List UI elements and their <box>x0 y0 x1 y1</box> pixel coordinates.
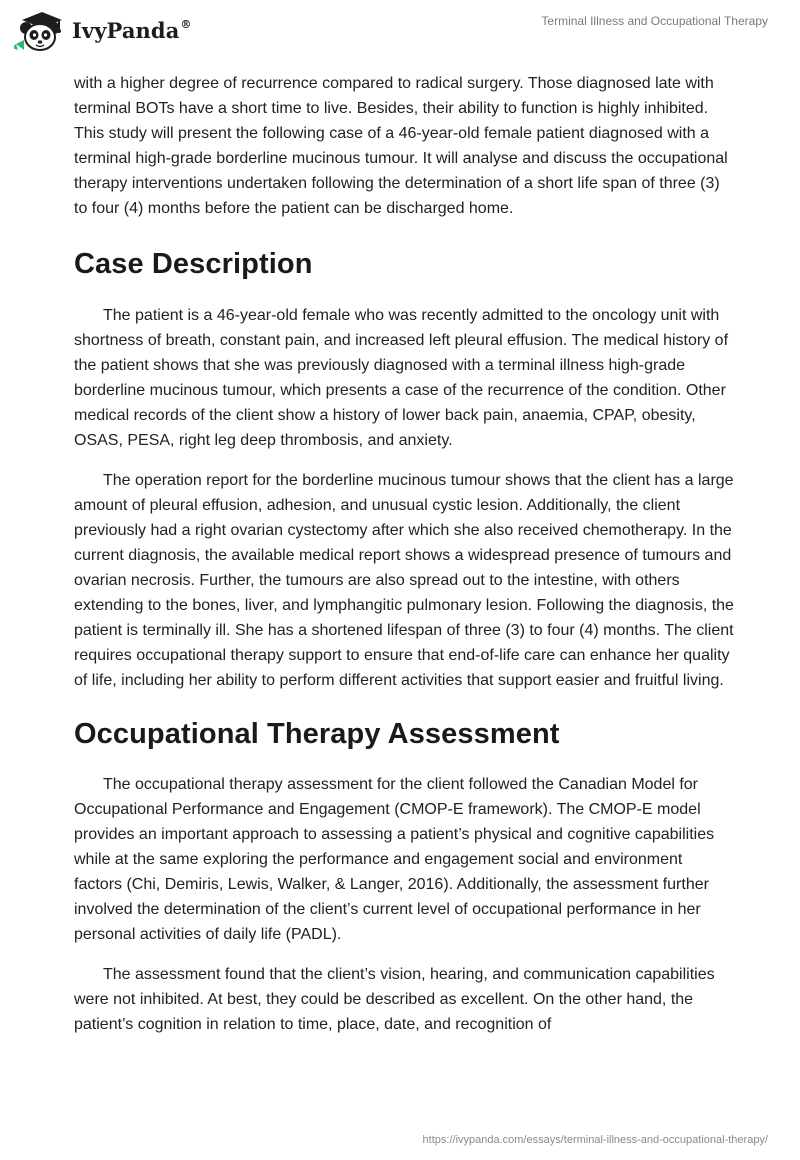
essay-content <box>74 71 734 1037</box>
section-heading-occupational-therapy-assessment: Occupational Therapy Assessment <box>74 718 560 750</box>
brand-name: IvyPanda® <box>72 17 192 43</box>
brand-logo[interactable] <box>14 8 192 52</box>
assessment-paragraph-2: The assessment found that the client’s vision, hearing, and communication capabilities were not inhibited. At best, they could be described as excellent. On the other hand, the patient’s cognition in relation to time, place, date, and recognition of <box>74 966 715 1033</box>
page-header <box>0 0 800 60</box>
assessment-paragraph-1: The occupational therapy assessment for the client followed the Canadian Model for Occupational Performance and Engagement (CMOP-E framework). The CMOP-E model provides an important approach to assessing a patient’s physical and cognitive capabilities while at the same exploring the performance and engagement social and environment factors (Chi, Demiris, Lewis, Walker, & Langer, 2016). Additionally, the assessment further involved the determination of the client’s current level of occupational performance in her personal activities of daily life (PADL). <box>74 776 715 943</box>
intro-paragraph: with a higher degree of recurrence compared to radical surgery. Those diagnosed late with terminal BOTs have a short time to live. Besides, their ability to function is highly inhibited. This study will present the following case of a 46-year-old female patient diagnosed with a terminal high-grade borderline mucinous tumour. It will analyse and discuss the occupational therapy interventions undertaken following the determination of a short life span of three (3) to four (4) months before the patient can be discharged home. <box>74 75 728 217</box>
case-paragraph-1: The patient is a 46-year-old female who was recently admitted to the oncology unit with shortness of breath, constant pain, and increased left pleural effusion. The medical history of the patient shows that she was previously diagnosed with a terminal illness high-grade borderline mucinous tumour, which presents a case of the recurrence of the condition. Other medical records of the client show a history of lower back pain, anaemia, CPAP, obesity, OSAS, PESA, right leg deep thrombosis, and anxiety. <box>74 307 729 449</box>
section-heading-case-description: Case Description <box>74 248 313 280</box>
document-title: Terminal Illness and Occupational Therapy <box>541 14 768 28</box>
case-paragraph-2: The operation report for the borderline mucinous tumour shows that the client has a large amount of pleural effusion, adhesion, and unusual cystic lesion. Additionally, the client previously had a right ovarian cystectomy after which she also received chemotherapy. In the current diagnosis, the available medical report shows a widespread presence of tumours and ovarian necrosis. Further, the tumours are also spread out to the intestine, with others extending to the bones, liver, and lymphangitic pulmonary lesion. Following the diagnosis, the patient is terminally ill. She has a shortened lifespan of three (3) to four (4) months. The client requires occupational therapy support to ensure that end-of-life care can enhance her quality of life, including her ability to perform different activities that support easier and fruitful living. <box>74 472 734 689</box>
panda-graduate-logo-icon <box>14 8 66 52</box>
source-url[interactable]: https://ivypanda.com/essays/terminal-illness-and-occupational-therapy/ <box>422 1134 768 1146</box>
